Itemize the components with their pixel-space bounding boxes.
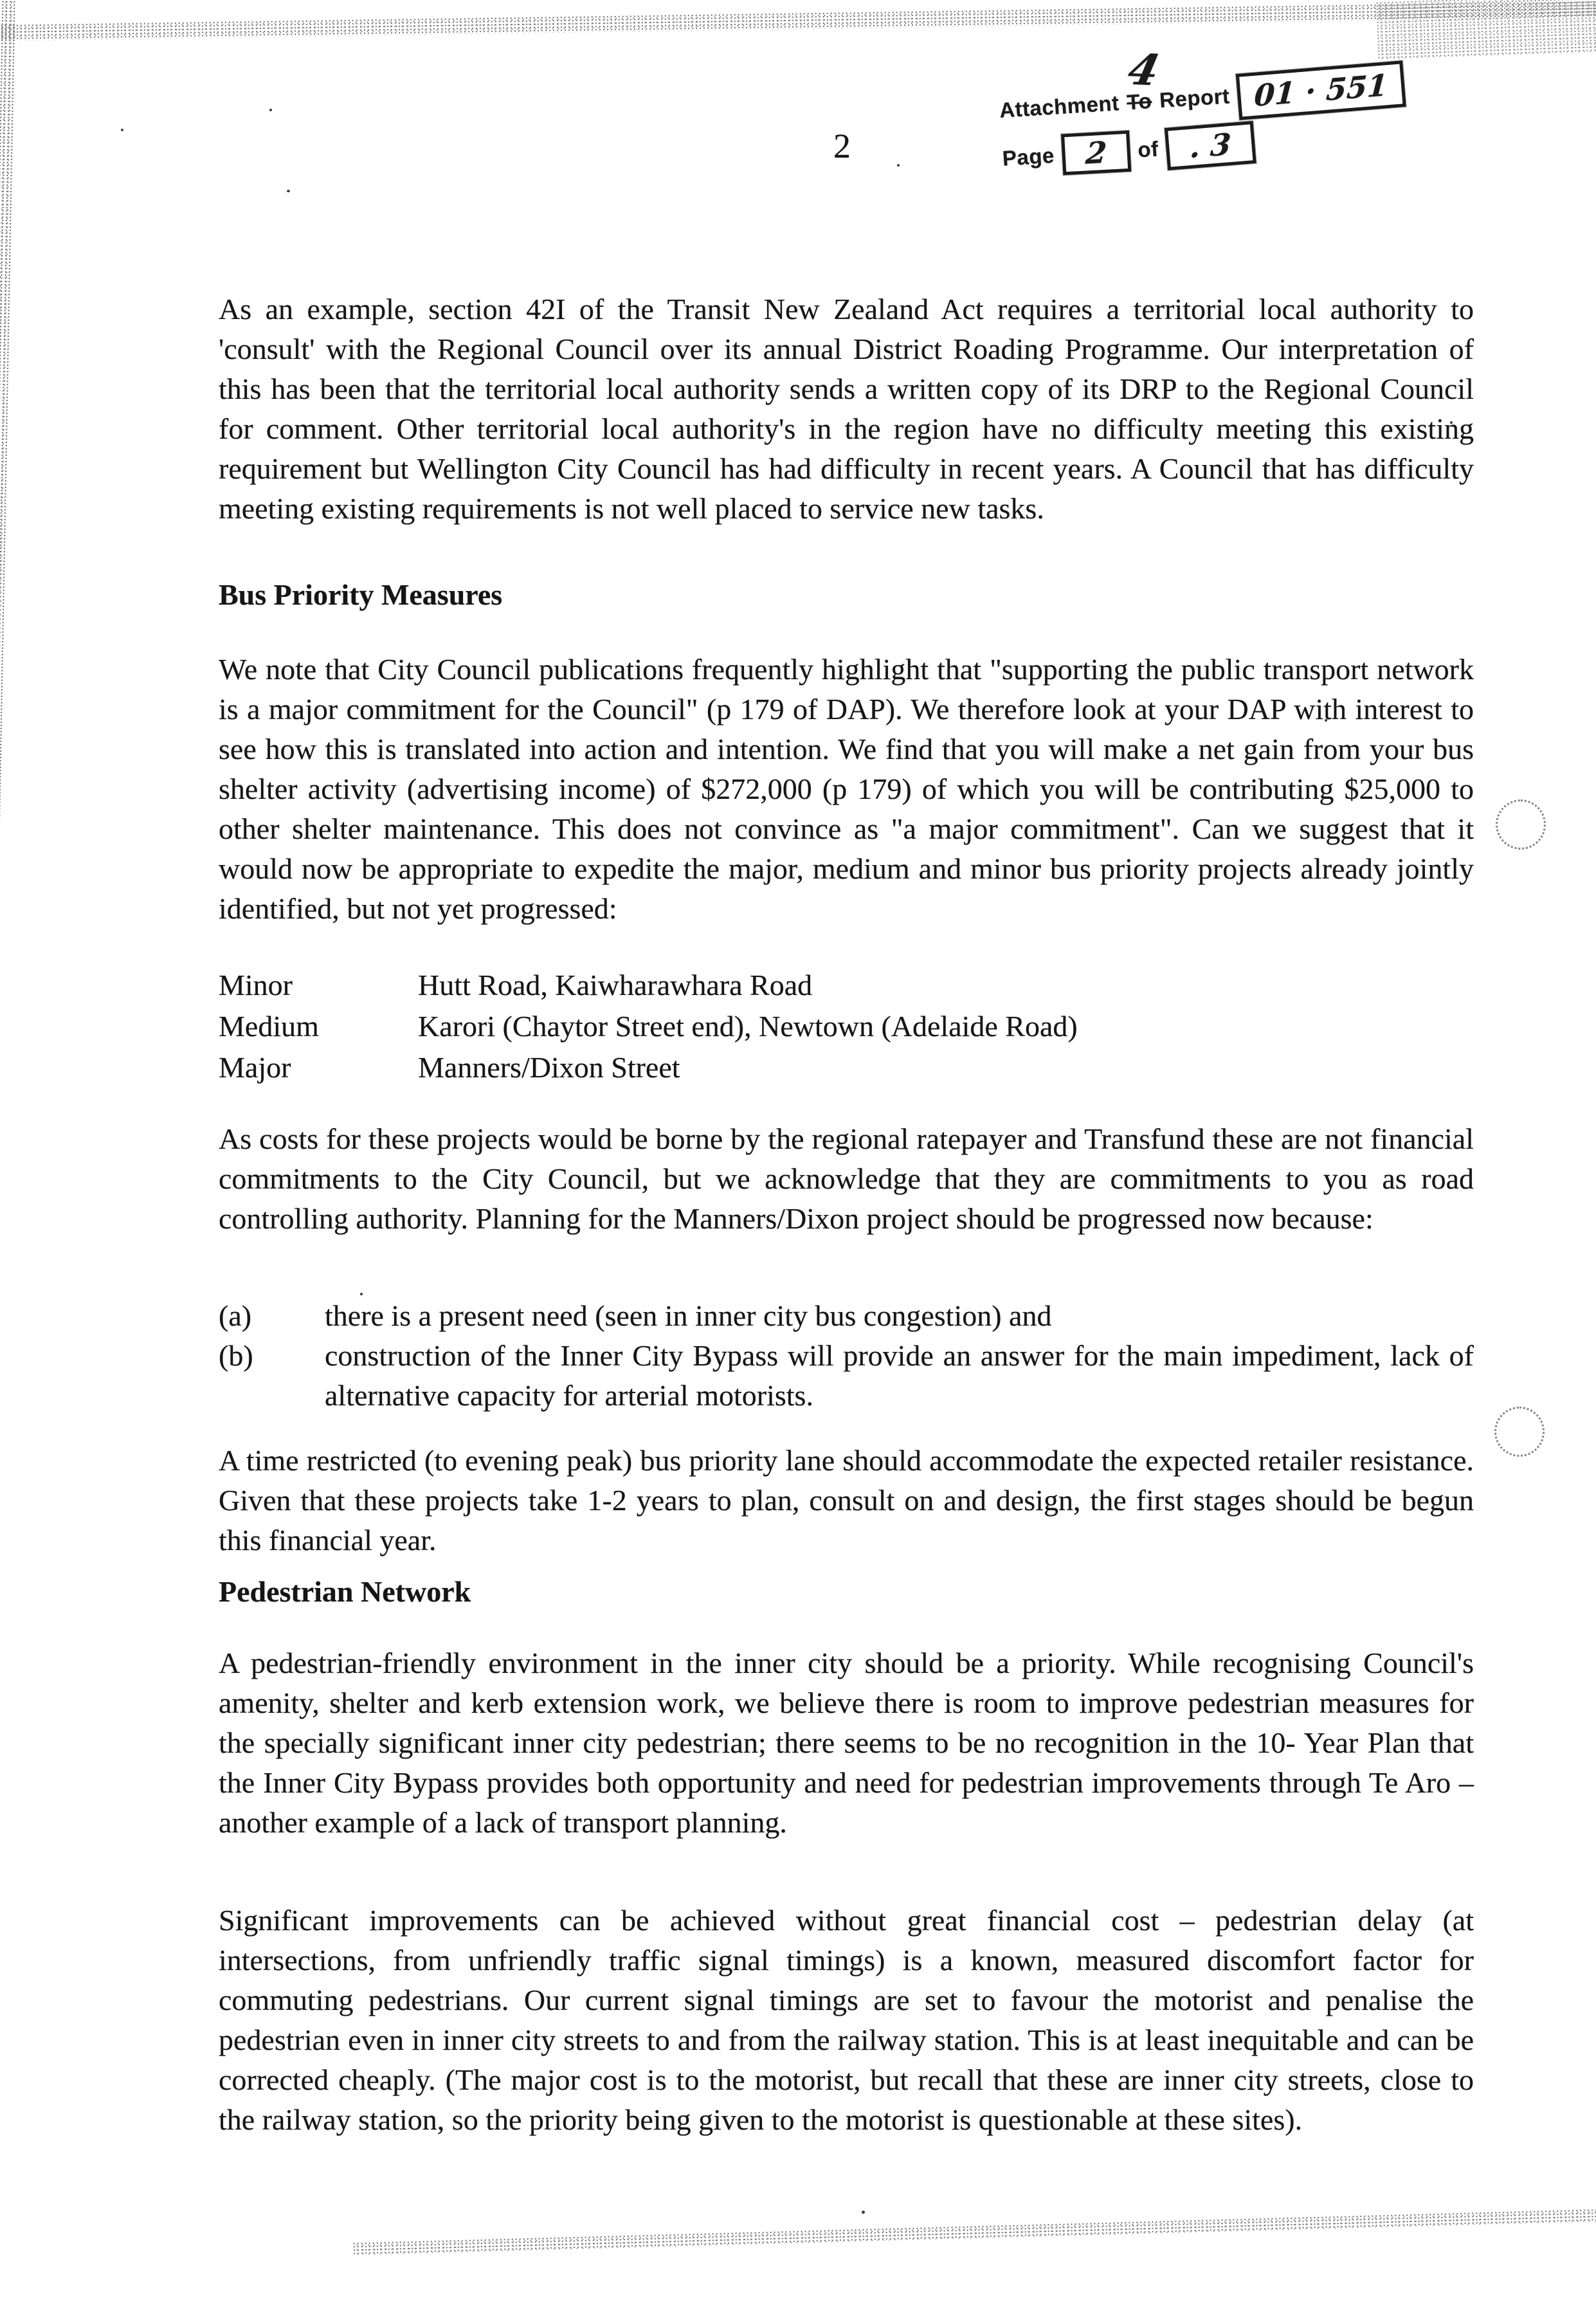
reason-text: construction of the Inner City Bypass will provide an answer for the main impediment, lack of alternative capacity for arterial motorists. — [325, 1339, 1474, 1412]
priority-project-list — [219, 965, 1474, 1088]
paragraph-project-costs: As costs for these projects would be borne by the regional ratepayer and Transfund these are not financial commitments to the City Council, but we acknowledge that they are commitments to you as road controlling authority. Planning for the Manners/Dixon project should be progressed now because: — [219, 1122, 1474, 1235]
stamp-total-pages: . 3 — [1188, 126, 1232, 165]
list-item-major — [219, 1047, 1474, 1088]
section-heading-pedestrian-network: Pedestrian Network — [219, 1575, 471, 1608]
scan-speck — [287, 190, 290, 192]
scan-noise-bottom-edge — [352, 2207, 1596, 2255]
priority-value: Karori (Chaytor Street end), Newtown (Adelaide Road) — [418, 1010, 1078, 1043]
scan-speck — [862, 2211, 865, 2214]
scan-speck — [897, 164, 900, 167]
priority-label: Medium — [219, 1010, 319, 1043]
stamp-page-number-box — [1061, 131, 1131, 176]
scan-speck — [360, 1293, 363, 1295]
scan-speck — [121, 129, 123, 131]
paragraph-signal-timings: Significant improvements can be achieved without great financial cost – pedestrian delay (at intersections, from unfriendly traffic signal timings) is a known, measured discomfort factor for commuting pedestrians. Our current signal timings are set to favour the motorist and penalise the pedestrian even in inner city streets to and from the railway station. This is at least inequitable and can be corrected cheaply. (The major cost is to the motorist, but recall that these are inner city streets, close to the railway station, so the priority being given to the motorist is questionable at these sites). — [219, 1904, 1474, 2136]
reason-item-b — [219, 1336, 1474, 1416]
page-number: 2 — [833, 127, 851, 165]
stamp-report-number-box — [1236, 60, 1406, 120]
priority-value: Hutt Road, Kaiwharawhara Road — [418, 969, 813, 1001]
stamp-of-label: of — [1137, 136, 1159, 162]
reason-item-a — [219, 1296, 1474, 1336]
stamp-page-number: 2 — [1084, 134, 1108, 171]
attachment-stamp — [998, 44, 1415, 180]
list-item-minor — [219, 965, 1474, 1006]
section-heading-bus-priority: Bus Priority Measures — [219, 578, 503, 611]
stamp-to-label: To — [1126, 89, 1153, 114]
stamp-attachment-label: Attachment — [999, 91, 1120, 122]
scan-speck — [269, 109, 272, 111]
priority-label: Major — [219, 1051, 291, 1084]
paragraph-pedestrian-environment: A pedestrian-friendly environment in the inner city should be a priority. While recognising Council's amenity, shelter and kerb extension work, we believe there is room to improve pedestrian measures for the specially significant inner city pedestrian; there seems to be no recognition in the 10- Year Plan that the Inner City Bypass provides both opportunity and need for pedestrian improvements through Te Aro – another example of a lack of transport planning. — [219, 1647, 1474, 1839]
scan-noise-top-right-corner — [1375, 0, 1596, 59]
punch-hole-ring — [1494, 1407, 1545, 1457]
stamp-total-pages-box — [1165, 121, 1256, 170]
reason-label: (a) — [219, 1299, 252, 1332]
stamp-page-label: Page — [1001, 143, 1055, 170]
paragraph-bus-lane: A time restricted (to evening peak) bus priority lane should accommodate the expected retailer resistance. Given that these projects take 1-2 years to plan, consult on and design, the first stages should be begun this financial year. — [219, 1444, 1474, 1556]
reason-label: (b) — [219, 1339, 253, 1372]
stamp-handwritten-4: 4 — [1123, 44, 1165, 96]
punch-hole-ring — [1496, 799, 1546, 850]
scan-noise-top-edge — [0, 0, 1596, 41]
reasons-list — [219, 1296, 1474, 1416]
paragraph-bus-shelter: We note that City Council publications frequently highlight that "supporting the public transport network is a major commitment for the Council" (p 179 of DAP). We therefore look at your DAP with interest to see how this is translated into action and intention. We find that you will make a net gain from your bus shelter activity (advertising income) of $272,000 (p 179) of which you will be contributing $25,000 to other shelter maintenance. This does not convince as "a major commitment". Can we suggest that it would now be appropriate to expedite the major, medium and minor bus priority projects already jointly identified, but not yet progressed: — [219, 653, 1474, 925]
reason-text: there is a present need (seen in inner city bus congestion) and — [325, 1299, 1052, 1332]
priority-value: Manners/Dixon Street — [418, 1051, 680, 1084]
priority-label: Minor — [219, 969, 293, 1001]
list-item-medium — [219, 1006, 1474, 1047]
paragraph-transit-act: As an example, section 42I of the Transit New Zealand Act requires a territorial local authority to 'consult' with the Regional Council over its annual District Roading Programme. Our interpretation of this has been that the territorial local authority sends a written copy of its DRP to the Regional Council for comment. Other territorial local authority's in the region have no difficulty meeting this existing requirement but Wellington City Council has had difficulty in recent years. A Council that has difficulty meeting existing requirements is not well placed to service new tasks. — [219, 293, 1474, 525]
stamp-report-label: Report — [1158, 84, 1231, 113]
scan-noise-left-edge — [0, 0, 17, 2309]
stamp-report-number: 01 · 551 — [1253, 67, 1389, 114]
